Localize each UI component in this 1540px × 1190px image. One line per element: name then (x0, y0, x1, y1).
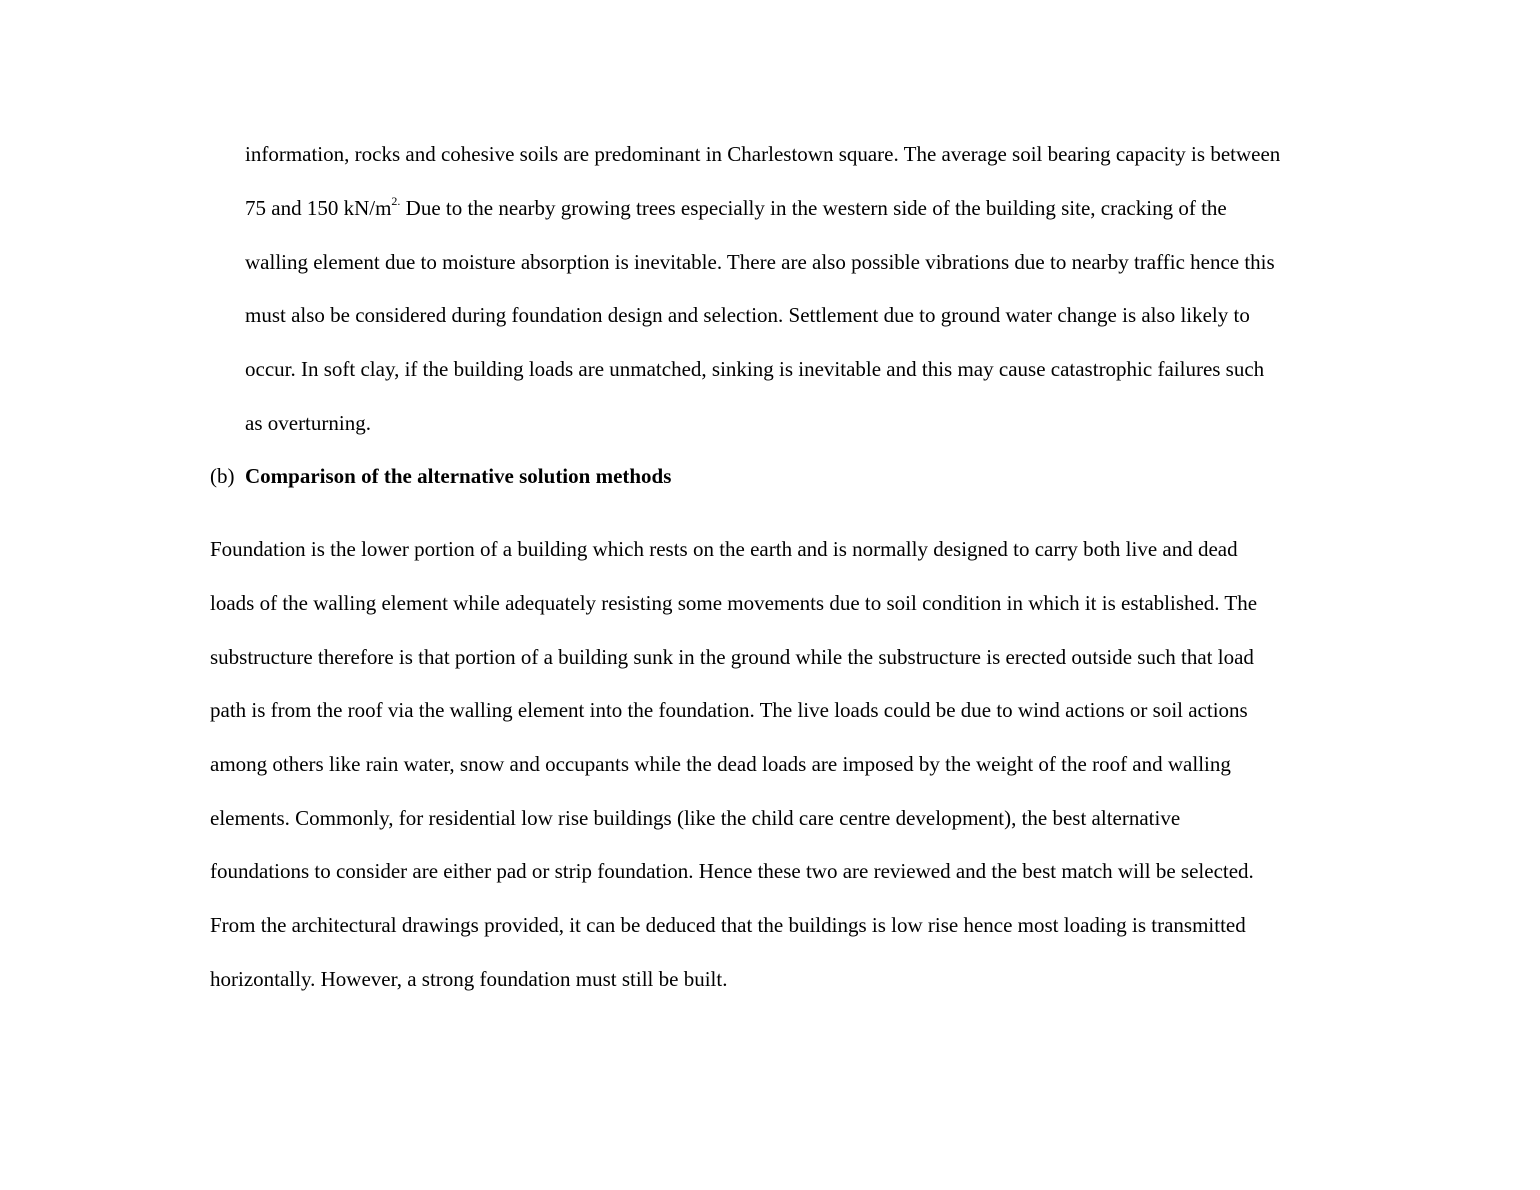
body-line-9: horizontally. However, a strong foundation must still be built. (210, 967, 728, 991)
intro-line-4: must also be considered during foundation design and selection. Settlement due to ground water change is also likely to (245, 303, 1250, 327)
intro-line-2-rest: Due to the nearby growing trees especially in the western side of the building site, cracking of the (400, 196, 1227, 220)
body-line-3: substructure therefore is that portion of a building sunk in the ground while the substructure is erected outside such that load (210, 645, 1254, 669)
body-line-4: path is from the roof via the walling element into the foundation. The live loads could be due to wind actions or soil actions (210, 698, 1248, 722)
intro-line-1: information, rocks and cohesive soils are predominant in Charlestown square. The average soil bearing capacity is between (245, 142, 1281, 166)
intro-line-6: as overturning. (245, 411, 371, 435)
body-line-7: foundations to consider are either pad or strip foundation. Hence these two are reviewed and the best match will be selected. (210, 859, 1254, 883)
body-line-5: among others like rain water, snow and occupants while the dead loads are imposed by the weight of the roof and walling (210, 752, 1231, 776)
section-marker: (b) (210, 464, 235, 488)
intro-line-2-start: 75 and 150 kN/m (245, 196, 392, 220)
intro-line-5: occur. In soft clay, if the building loads are unmatched, sinking is inevitable and this may cause catastrophic failures such (245, 357, 1265, 381)
body-line-1: Foundation is the lower portion of a building which rests on the earth and is normally designed to carry both live and dead (210, 537, 1238, 561)
body-line-2: loads of the walling element while adequately resisting some movements due to soil condition in which it is established. The (210, 591, 1258, 615)
intro-line-2 (245, 195, 1227, 221)
body-line-8: From the architectural drawings provided, it can be deduced that the buildings is low rise hence most loading is transmitted (210, 913, 1246, 937)
section-heading: Comparison of the alternative solution methods (245, 464, 672, 488)
intro-line-3: walling element due to moisture absorption is inevitable. There are also possible vibrations due to nearby traffic hence this (245, 250, 1275, 274)
body-line-6: elements. Commonly, for residential low rise buildings (like the child care centre development), the best alternative (210, 806, 1181, 830)
unit-superscript: 2. (391, 194, 401, 208)
